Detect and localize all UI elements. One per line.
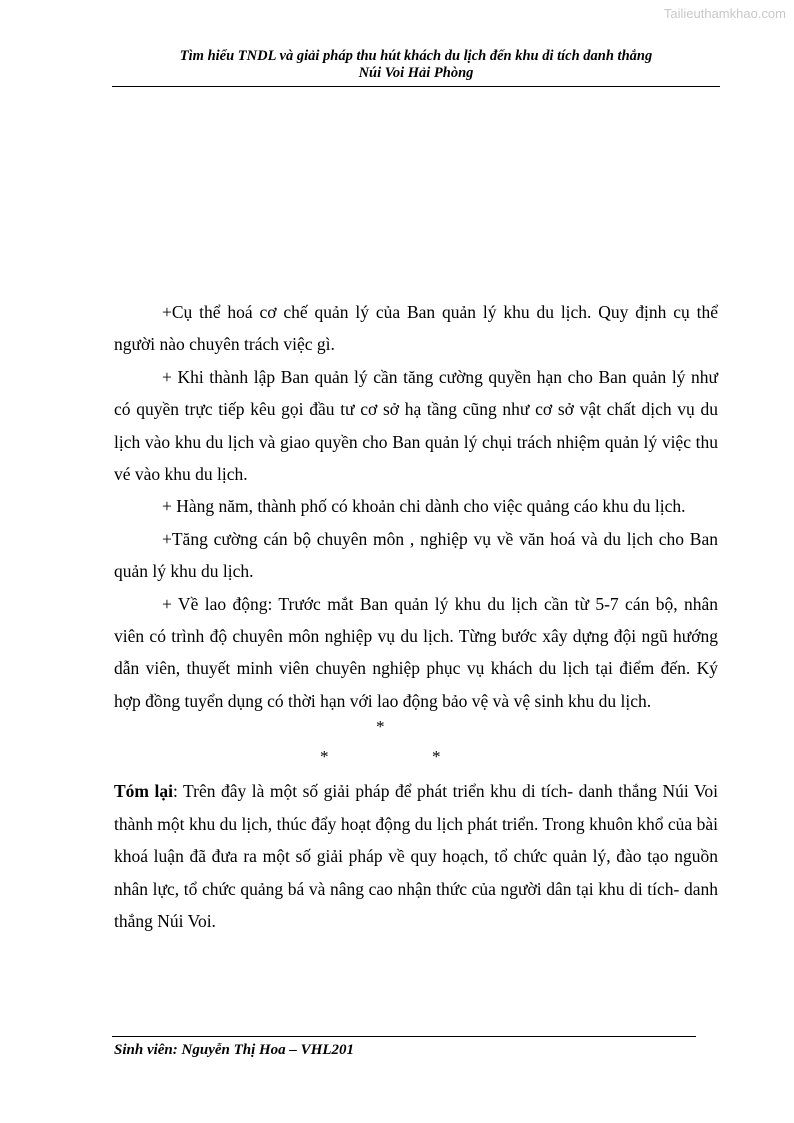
paragraph: +Cụ thể hoá cơ chế quản lý của Ban quản lý khu du lịch. Quy định cụ thể người nào chuyên trách việc gì. [114, 302, 718, 355]
paragraph: +Tăng cường cán bộ chuyên môn , nghiệp vụ về văn hoá và du lịch cho Ban quản lý khu du lịch. [114, 528, 718, 582]
summary-label: Tóm lại [114, 781, 173, 802]
separator-star: * [376, 717, 385, 737]
separator-star: * [320, 747, 329, 767]
separator-star: * [432, 747, 441, 767]
paragraph: + Hàng năm, thành phố có khoản chi dành cho việc quảng cáo khu du lịch. [162, 496, 686, 517]
page-header [112, 48, 720, 82]
document-body [114, 296, 718, 937]
header-title-line1: Tìm hiểu TNDL và giải pháp thu hút khách du lịch đến khu di tích danh thắng [179, 48, 653, 64]
section-separator [114, 717, 718, 775]
header-title-line2: Núi Voi Hải Phòng [358, 65, 474, 81]
paragraph: + Về lao động: Trước mắt Ban quản lý khu du lịch cần từ 5-7 cán bộ, nhân viên có trình độ chuyên môn nghiệp vụ du lịch. Từng bước xây dựng đội ngũ hướng dẫn viên, thuyết minh viên chuyên nghiệp phục vụ khách du lịch tại điểm đến. Ký hợp đồng tuyển dụng có thời hạn với lao động bảo vệ và vệ sinh khu du lịch. [114, 593, 718, 711]
summary-text: : Trên đây là một số giải pháp để phát triển khu di tích- danh thắng Núi Voi thành một khu du lịch, thúc đẩy hoạt động du lịch phát triển. Trong khuôn khổ của bài khoá luận đã đưa ra một số giải pháp về quy hoạch, tổ chức quản lý, đào tạo nguồn nhân lực, tổ chức quảng bá và nâng cao nhận thức của người dân tại khu di tích- danh thắng Núi Voi. [114, 781, 718, 931]
page-footer: Sinh viên: Nguyễn Thị Hoa – VHL201 [114, 1042, 355, 1058]
watermark-text: Tailieuthamkhao.com [663, 6, 786, 21]
header-divider [112, 86, 720, 87]
paragraph: + Khi thành lập Ban quản lý cần tăng cường quyền hạn cho Ban quản lý như có quyền trực tiếp kêu gọi đầu tư cơ sở hạ tầng cũng như cơ sở vật chất dịch vụ du lịch vào khu du lịch và giao quyền cho Ban quản lý chụi trách nhiệm quản lý việc thu vé vào khu du lịch. [114, 366, 718, 485]
footer-divider [112, 1036, 696, 1037]
summary-paragraph [114, 775, 718, 937]
